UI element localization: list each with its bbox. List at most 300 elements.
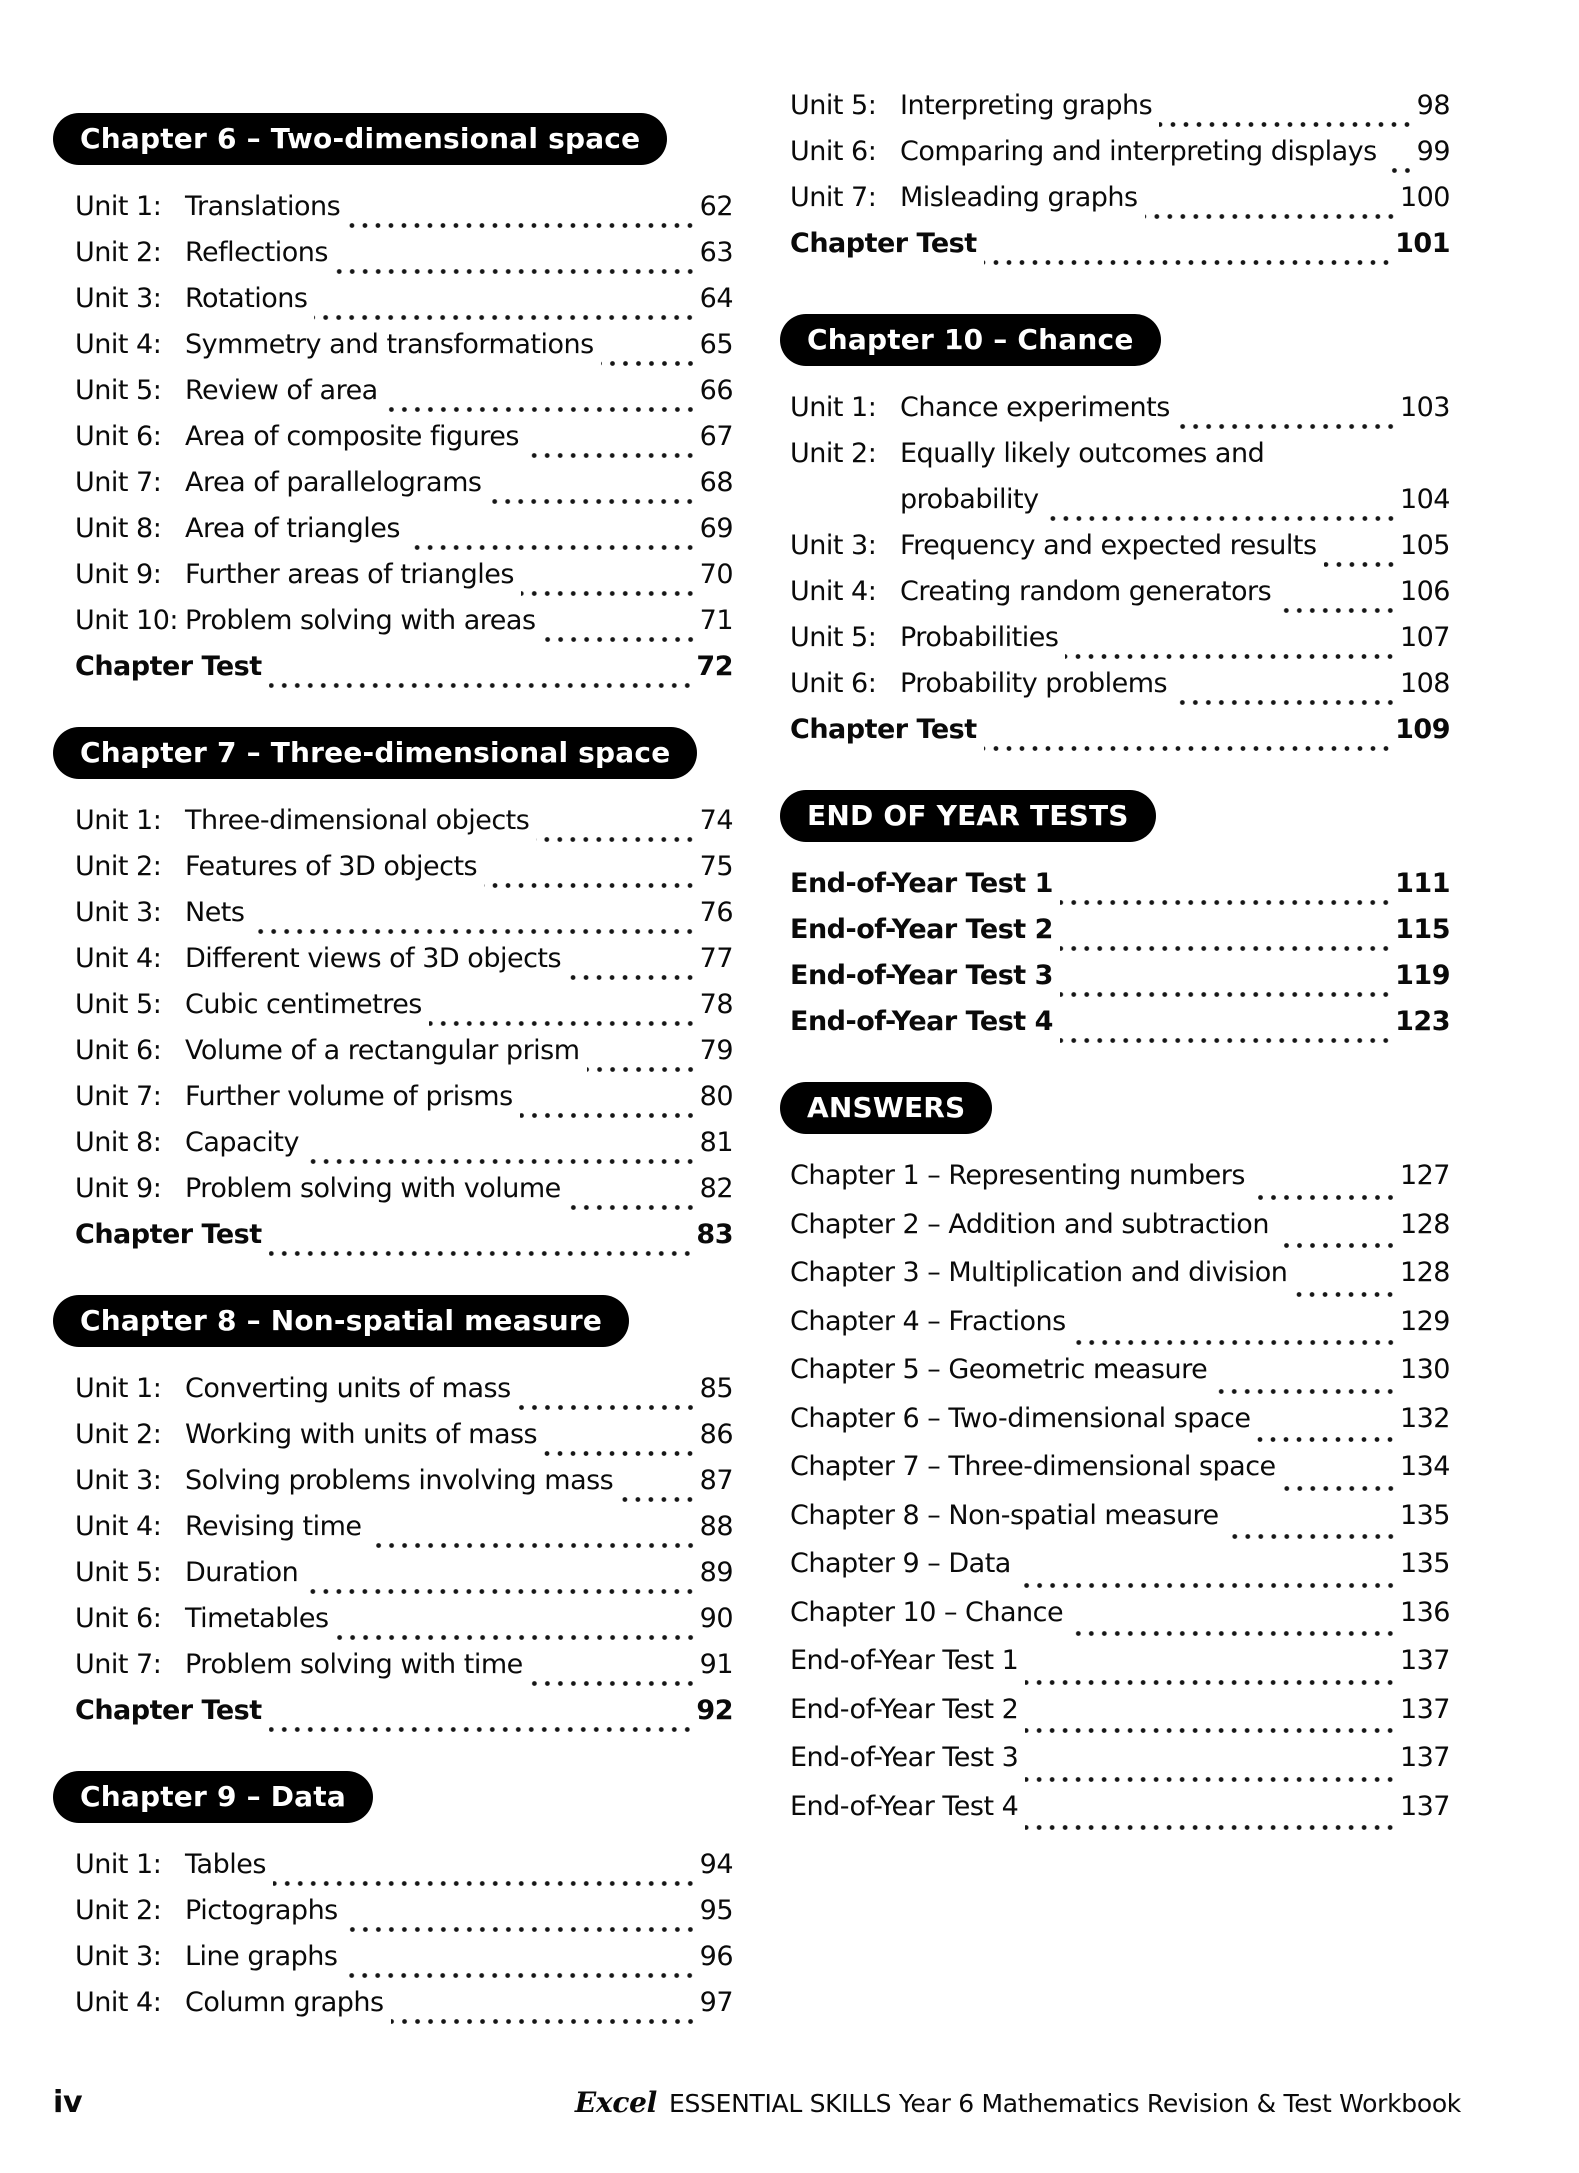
page-number: 108 xyxy=(1399,668,1450,699)
page-number: 69 xyxy=(699,513,733,544)
unit-label: Unit 2: xyxy=(75,1895,162,1926)
entry-title: Chapter 3 – Multiplication and division xyxy=(790,1257,1288,1288)
toc-entry xyxy=(53,513,733,559)
page-number: 137 xyxy=(1399,1645,1450,1676)
entry-title: Problem solving with time xyxy=(185,1649,523,1680)
toc-entry xyxy=(53,1219,733,1265)
page-number: 105 xyxy=(1399,530,1450,561)
toc-entry xyxy=(790,1354,1450,1403)
entry-title: Chapter Test xyxy=(75,651,262,682)
page-number: 137 xyxy=(1399,1693,1450,1725)
page-number: 100 xyxy=(1399,182,1450,213)
toc-entry xyxy=(790,90,1450,136)
page-roman-numeral: iv xyxy=(53,2085,83,2120)
brand-excel-wordmark: Excel xyxy=(574,2086,657,2119)
page-number: 119 xyxy=(1395,960,1450,991)
unit-label: Unit 6: xyxy=(75,421,162,452)
entry-title: Pictographs xyxy=(185,1895,338,1926)
unit-label: Unit 5: xyxy=(75,375,162,406)
page-number: 132 xyxy=(1399,1402,1450,1434)
entry-title: Solving problems involving mass xyxy=(185,1465,614,1496)
unit-label: Unit 3: xyxy=(75,283,162,314)
entry-title: Further areas of triangles xyxy=(185,559,514,590)
page-number: 64 xyxy=(699,283,733,314)
toc-entry xyxy=(790,576,1450,622)
dot-leader xyxy=(347,223,696,228)
entry-title: Area of triangles xyxy=(185,513,400,544)
dot-leader xyxy=(1174,700,1397,705)
entry-title: Area of composite figures xyxy=(185,421,519,452)
unit-label: Unit 1: xyxy=(75,191,162,222)
toc-entry xyxy=(53,1511,733,1557)
toc-section xyxy=(53,727,733,1265)
toc-section xyxy=(53,1295,733,1741)
unit-label: Unit 4: xyxy=(790,576,877,607)
unit-label: Unit 3: xyxy=(75,1465,162,1496)
unit-label: Unit 3: xyxy=(790,530,877,561)
dot-leader xyxy=(1159,122,1413,127)
page-number: 94 xyxy=(699,1849,733,1880)
unit-label: Unit 3: xyxy=(75,897,162,928)
unit-label: Unit 5: xyxy=(790,622,877,653)
entry-title: Capacity xyxy=(185,1127,299,1158)
toc-entry xyxy=(53,329,733,375)
page-number: 137 xyxy=(1399,1790,1450,1822)
page-number: 91 xyxy=(699,1649,733,1680)
toc-entry xyxy=(53,1035,733,1081)
entry-title: Chapter 2 – Addition and subtraction xyxy=(790,1208,1269,1240)
dot-leader xyxy=(305,1589,696,1594)
entry-title: Chance experiments xyxy=(900,392,1170,423)
entry-title: Converting units of mass xyxy=(185,1373,511,1404)
dot-leader xyxy=(1294,1292,1397,1297)
dot-leader xyxy=(568,1205,697,1210)
dot-leader xyxy=(1283,1486,1397,1491)
page-number: 135 xyxy=(1399,1548,1450,1579)
entry-title: Chapter Test xyxy=(790,228,977,259)
dot-leader xyxy=(530,1681,697,1686)
entry-title: Comparing and interpreting displays xyxy=(900,136,1377,167)
section-heading-pill: Chapter 10 – Chance xyxy=(780,314,1161,366)
page-number: 134 xyxy=(1399,1451,1450,1482)
entry-title: Working with units of mass xyxy=(185,1419,538,1450)
dot-leader xyxy=(269,1251,694,1256)
entry-title: Symmetry and transformations xyxy=(185,329,594,360)
page-number: 130 xyxy=(1399,1354,1450,1385)
dot-leader xyxy=(306,1159,697,1164)
dot-leader xyxy=(1145,214,1397,219)
unit-label: Unit 4: xyxy=(75,1987,162,2018)
dot-leader xyxy=(273,1881,697,1886)
toc-entry xyxy=(790,1403,1450,1452)
entry-title: Revising time xyxy=(185,1511,362,1542)
dot-leader xyxy=(521,591,697,596)
dot-leader xyxy=(429,1021,697,1026)
unit-label: Unit 1: xyxy=(75,1373,162,1404)
page-number: 98 xyxy=(1416,90,1450,121)
page-number: 136 xyxy=(1399,1596,1450,1628)
dot-leader xyxy=(526,453,697,458)
dot-leader xyxy=(1384,168,1414,173)
dot-leader xyxy=(336,1635,697,1640)
toc-entry xyxy=(790,622,1450,668)
toc-entry xyxy=(53,1603,733,1649)
toc-entry xyxy=(53,467,733,513)
toc-section xyxy=(790,90,1450,274)
entry-title: Chapter Test xyxy=(75,1219,262,1250)
toc-entry xyxy=(53,559,733,605)
entry-title: Chapter Test xyxy=(790,714,977,745)
footer-series-title: ESSENTIAL SKILLS Year 6 Mathematics Revision & Test Workbook xyxy=(668,2089,1461,2118)
unit-label: Unit 10: xyxy=(75,605,178,636)
toc-entry xyxy=(790,182,1450,228)
toc-entry xyxy=(53,651,733,697)
page-number: 76 xyxy=(699,897,733,928)
page-number: 101 xyxy=(1395,228,1450,259)
dot-leader xyxy=(520,1113,697,1118)
entry-title: End-of-Year Test 2 xyxy=(790,1693,1019,1725)
toc-entry xyxy=(53,943,733,989)
dot-leader xyxy=(1018,1583,1397,1588)
dot-leader xyxy=(1073,1340,1397,1345)
dot-leader xyxy=(1226,1534,1397,1539)
entry-title: End-of-Year Test 3 xyxy=(790,1742,1019,1773)
unit-label: Unit 9: xyxy=(75,559,162,590)
dot-leader xyxy=(1065,654,1397,659)
entry-title: Three-dimensional objects xyxy=(185,805,530,836)
dot-leader xyxy=(536,837,696,842)
page-number: 104 xyxy=(1399,484,1450,515)
entry-title: Chapter 8 – Non-spatial measure xyxy=(790,1499,1219,1531)
unit-label: Unit 1: xyxy=(75,805,162,836)
page-number: 109 xyxy=(1395,714,1450,745)
section-heading-pill: ANSWERS xyxy=(780,1082,992,1134)
entry-title: Further volume of prisms xyxy=(185,1081,513,1112)
page-number: 77 xyxy=(699,943,733,974)
entry-title: probability xyxy=(900,484,1039,515)
dot-leader xyxy=(1257,1437,1397,1442)
page-number: 135 xyxy=(1399,1499,1450,1531)
unit-label: Unit 7: xyxy=(75,1081,162,1112)
entry-title: Timetables xyxy=(185,1603,329,1634)
unit-label: Unit 6: xyxy=(790,136,877,167)
page-number: 96 xyxy=(699,1941,733,1972)
entry-title: Chapter 9 – Data xyxy=(790,1548,1011,1579)
entry-title: End-of-Year Test 4 xyxy=(790,1790,1019,1822)
dot-leader xyxy=(1025,1777,1397,1782)
unit-label: Unit 7: xyxy=(75,1649,162,1680)
dot-leader xyxy=(544,1451,697,1456)
dot-leader xyxy=(1276,1243,1397,1248)
toc-entry xyxy=(53,1465,733,1511)
toc-entry xyxy=(53,897,733,943)
unit-label: Unit 9: xyxy=(75,1173,162,1204)
toc-section xyxy=(790,1082,1450,1839)
entry-title: Chapter 4 – Fractions xyxy=(790,1305,1066,1337)
page-number: 68 xyxy=(699,467,733,498)
dot-leader xyxy=(587,1067,697,1072)
toc-entry xyxy=(53,237,733,283)
dot-leader xyxy=(518,1405,697,1410)
toc-entry xyxy=(790,1645,1450,1694)
toc-section xyxy=(790,790,1450,1052)
dot-leader xyxy=(1025,1728,1397,1733)
dot-leader xyxy=(488,499,696,504)
page-number: 83 xyxy=(696,1219,733,1250)
page-number: 75 xyxy=(699,851,733,882)
unit-label: Unit 2: xyxy=(790,438,877,469)
toc-entry xyxy=(790,1597,1450,1646)
unit-label: Unit 5: xyxy=(790,90,877,121)
toc-entry xyxy=(53,1173,733,1219)
entry-title: Nets xyxy=(185,897,245,928)
toc-entry xyxy=(790,1257,1450,1306)
toc-entry xyxy=(53,851,733,897)
toc-entry xyxy=(790,1548,1450,1597)
footer-series-line xyxy=(575,2086,1461,2119)
entry-title: Tables xyxy=(185,1849,266,1880)
toc-entry xyxy=(53,1941,733,1987)
entry-title: Chapter 10 – Chance xyxy=(790,1596,1064,1628)
dot-leader xyxy=(385,407,697,412)
dot-leader xyxy=(1046,516,1397,521)
toc-entry xyxy=(790,1006,1450,1052)
dot-leader xyxy=(984,260,1392,265)
toc-section xyxy=(53,1771,733,2033)
toc-left-column xyxy=(53,113,733,2063)
entry-title: End-of-Year Test 2 xyxy=(790,914,1053,945)
toc-entry xyxy=(53,191,733,237)
toc-entry xyxy=(790,1160,1450,1209)
toc-entry xyxy=(53,989,733,1035)
toc-entry xyxy=(790,1209,1450,1258)
page-number: 70 xyxy=(699,559,733,590)
toc-entry xyxy=(53,375,733,421)
entry-title: Reflections xyxy=(185,237,328,268)
toc-entry xyxy=(53,1127,733,1173)
page-number: 90 xyxy=(699,1603,733,1634)
toc-entry xyxy=(53,1557,733,1603)
dot-leader xyxy=(568,975,697,980)
toc-entry xyxy=(53,805,733,851)
entry-title: Interpreting graphs xyxy=(900,90,1153,121)
dot-leader xyxy=(984,746,1392,751)
unit-label: Unit 2: xyxy=(75,237,162,268)
page-number: 129 xyxy=(1399,1305,1450,1337)
page-number: 95 xyxy=(699,1895,733,1926)
unit-label: Unit 4: xyxy=(75,329,162,360)
toc-entry-wrap-line xyxy=(790,484,1450,530)
toc-right-column xyxy=(790,90,1450,1869)
unit-label: Unit 6: xyxy=(75,1035,162,1066)
page-number: 81 xyxy=(699,1127,733,1158)
toc-entry xyxy=(790,228,1450,274)
dot-leader xyxy=(344,1973,696,1978)
dot-leader xyxy=(407,545,697,550)
entry-title: Different views of 3D objects xyxy=(185,943,562,974)
entry-title: End-of-Year Test 3 xyxy=(790,960,1053,991)
entry-title: Chapter 1 – Representing numbers xyxy=(790,1160,1245,1191)
page-number: 92 xyxy=(696,1695,733,1726)
entry-title: Translations xyxy=(185,191,341,222)
entry-title: Chapter Test xyxy=(75,1695,262,1726)
page-number: 78 xyxy=(699,989,733,1020)
section-heading-pill: Chapter 6 – Two-dimensional space xyxy=(53,113,667,165)
section-heading-pill: END OF YEAR TESTS xyxy=(780,790,1156,842)
entry-title: Cubic centimetres xyxy=(185,989,422,1020)
unit-label: Unit 3: xyxy=(75,1941,162,1972)
entry-title: Chapter 7 – Three-dimensional space xyxy=(790,1451,1276,1482)
dot-leader xyxy=(269,683,694,688)
page-number: 66 xyxy=(699,375,733,406)
dot-leader xyxy=(620,1497,696,1502)
entry-title: Problem solving with areas xyxy=(185,605,536,636)
entry-title: Probability problems xyxy=(900,668,1168,699)
page-number: 80 xyxy=(699,1081,733,1112)
entry-title: Frequency and expected results xyxy=(900,530,1317,561)
page-number: 97 xyxy=(699,1987,733,2018)
toc-entry xyxy=(53,1849,733,1895)
toc-entry xyxy=(790,392,1450,438)
unit-label: Unit 7: xyxy=(790,182,877,213)
page-number: 103 xyxy=(1399,392,1450,423)
dot-leader xyxy=(1060,992,1392,997)
toc-entry xyxy=(790,960,1450,1006)
page-number: 128 xyxy=(1399,1257,1450,1288)
unit-label: Unit 1: xyxy=(75,1849,162,1880)
entry-title: Creating random generators xyxy=(900,576,1272,607)
toc-entry xyxy=(790,1306,1450,1355)
entry-title: Column graphs xyxy=(185,1987,384,2018)
toc-section xyxy=(53,113,733,697)
entry-title: End-of-Year Test 1 xyxy=(790,1645,1019,1676)
unit-label: Unit 6: xyxy=(790,668,877,699)
section-heading-pill: Chapter 9 – Data xyxy=(53,1771,373,1823)
toc-entry xyxy=(790,530,1450,576)
page-number: 111 xyxy=(1395,868,1450,899)
page-number: 107 xyxy=(1399,622,1450,653)
entry-title: End-of-Year Test 1 xyxy=(790,868,1053,899)
page-number: 72 xyxy=(696,651,733,682)
unit-label: Unit 1: xyxy=(790,392,877,423)
page-number: 99 xyxy=(1416,136,1450,167)
page-number: 128 xyxy=(1399,1208,1450,1240)
page-number: 62 xyxy=(699,191,733,222)
page-number: 127 xyxy=(1399,1160,1450,1191)
toc-entry xyxy=(53,1987,733,2033)
entry-title: Chapter 5 – Geometric measure xyxy=(790,1354,1208,1385)
toc-entry xyxy=(790,1694,1450,1743)
page-number: 137 xyxy=(1399,1742,1450,1773)
toc-entry xyxy=(53,1695,733,1741)
toc-entry xyxy=(790,1742,1450,1791)
entry-title: Problem solving with volume xyxy=(185,1173,561,1204)
dot-leader xyxy=(391,2019,697,2024)
dot-leader xyxy=(369,1543,697,1548)
toc-entry xyxy=(790,868,1450,914)
dot-leader xyxy=(1278,608,1397,613)
toc-entry xyxy=(790,668,1450,714)
page-number: 74 xyxy=(699,805,733,836)
dot-leader xyxy=(314,315,696,320)
page-footer xyxy=(53,2085,1461,2120)
entry-title: Probabilities xyxy=(900,622,1059,653)
unit-label: Unit 4: xyxy=(75,1511,162,1542)
entry-title: Review of area xyxy=(185,375,378,406)
section-heading-pill: Chapter 8 – Non-spatial measure xyxy=(53,1295,629,1347)
toc-entry xyxy=(53,1373,733,1419)
page-number: 65 xyxy=(699,329,733,360)
toc-entry xyxy=(53,283,733,329)
page-number: 89 xyxy=(699,1557,733,1588)
dot-leader xyxy=(484,883,697,888)
page-number: 87 xyxy=(699,1465,733,1496)
toc-entry xyxy=(790,1451,1450,1500)
toc-entry xyxy=(790,136,1450,182)
dot-leader xyxy=(1324,562,1397,567)
dot-leader xyxy=(1214,1389,1397,1394)
entry-title: End-of-Year Test 4 xyxy=(790,1006,1053,1037)
entry-title: Misleading graphs xyxy=(900,182,1138,213)
unit-label: Unit 5: xyxy=(75,1557,162,1588)
page-number: 71 xyxy=(699,605,733,636)
unit-label: Unit 8: xyxy=(75,513,162,544)
unit-label: Unit 6: xyxy=(75,1603,162,1634)
dot-leader xyxy=(1060,1038,1392,1043)
dot-leader xyxy=(601,361,697,366)
page-number: 106 xyxy=(1399,576,1450,607)
entry-title: Volume of a rectangular prism xyxy=(185,1035,580,1066)
dot-leader xyxy=(251,929,696,934)
page-number: 88 xyxy=(699,1511,733,1542)
toc-entry xyxy=(790,1500,1450,1549)
entry-title: Area of parallelograms xyxy=(185,467,482,498)
dot-leader xyxy=(1060,900,1392,905)
page-number: 86 xyxy=(699,1419,733,1450)
entry-title: Rotations xyxy=(185,283,308,314)
toc-entry xyxy=(53,1649,733,1695)
page-number: 115 xyxy=(1395,914,1450,945)
unit-label: Unit 2: xyxy=(75,851,162,882)
dot-leader xyxy=(269,1727,694,1732)
entry-title: Equally likely outcomes and xyxy=(900,438,1265,469)
dot-leader xyxy=(335,269,697,274)
toc-entry xyxy=(790,914,1450,960)
toc-entry xyxy=(790,1791,1450,1840)
toc-entry xyxy=(53,421,733,467)
entry-title: Chapter 6 – Two-dimensional space xyxy=(790,1402,1251,1434)
toc-entry xyxy=(53,605,733,651)
entry-title: Features of 3D objects xyxy=(185,851,478,882)
section-heading-pill: Chapter 7 – Three-dimensional space xyxy=(53,727,697,779)
unit-label: Unit 5: xyxy=(75,989,162,1020)
toc-section xyxy=(790,314,1450,760)
page-number: 79 xyxy=(699,1035,733,1066)
unit-label: Unit 2: xyxy=(75,1419,162,1450)
page-number: 63 xyxy=(699,237,733,268)
dot-leader xyxy=(543,637,697,642)
dot-leader xyxy=(1025,1680,1397,1685)
unit-label: Unit 8: xyxy=(75,1127,162,1158)
toc-entry xyxy=(790,714,1450,760)
dot-leader xyxy=(1070,1631,1397,1636)
dot-leader xyxy=(1177,424,1397,429)
page-number: 82 xyxy=(699,1173,733,1204)
page-number: 85 xyxy=(699,1373,733,1404)
dot-leader xyxy=(1060,946,1392,951)
page-number: 123 xyxy=(1395,1006,1450,1037)
dot-leader xyxy=(345,1927,697,1932)
